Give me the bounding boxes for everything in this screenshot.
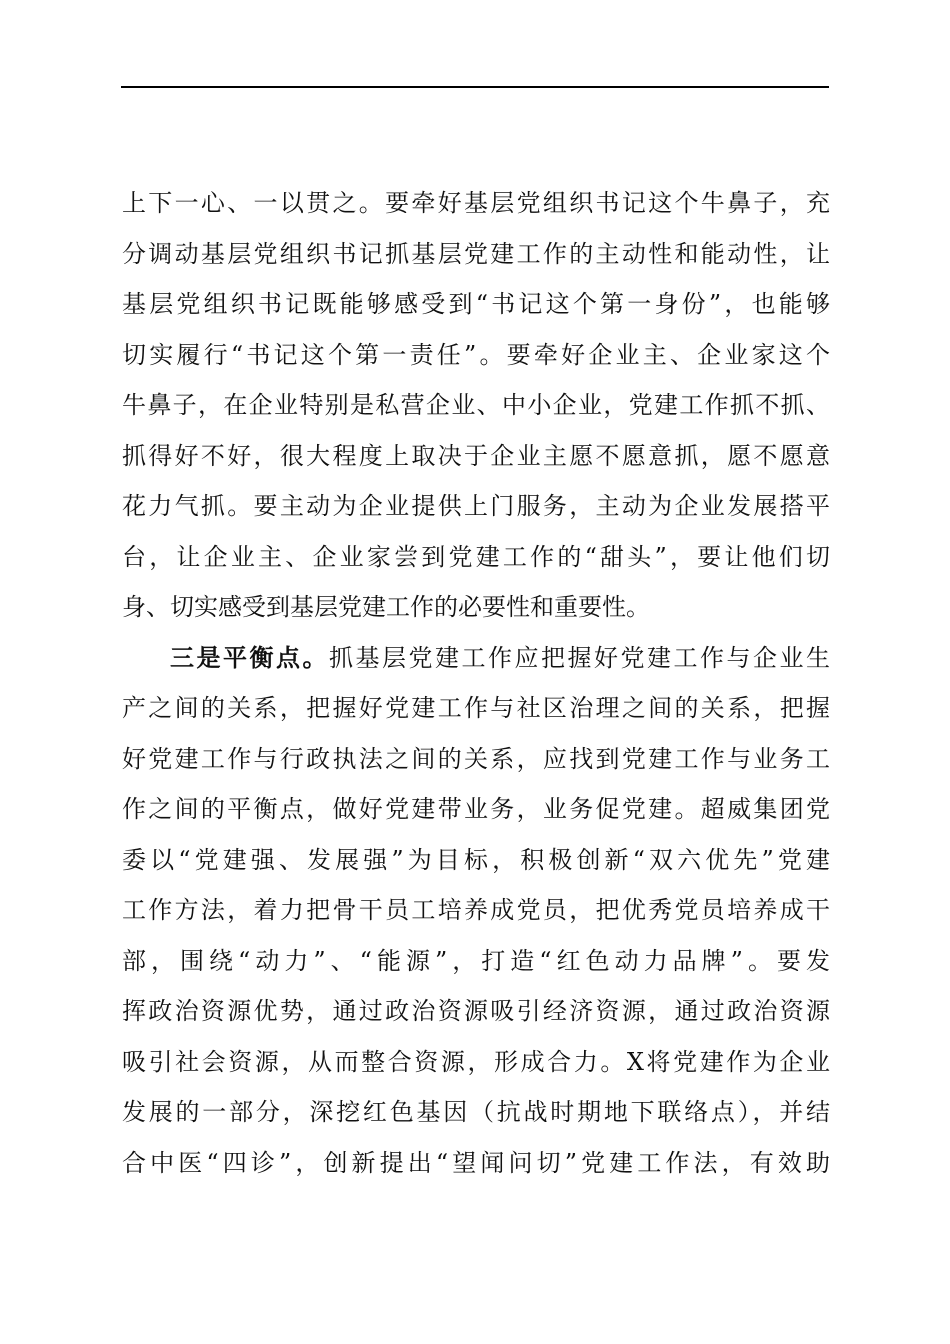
text-line: 好党建工作与行政执法之间的关系，应找到党建工作与业务工 [122,744,830,773]
text-line: 基层党组织书记既能够感受到“书记这个第一身份”，也能够 [122,290,830,318]
header-rule [121,86,829,88]
text-line: 分调动基层党组织书记抓基层党建工作的主动性和能动性，让 [122,239,830,268]
text-line: 委以“党建强、发展强”为目标，积极创新“双六优先”党建 [122,845,830,874]
text-line: 切实履行“书记这个第一责任”。要牵好企业主、企业家这个 [122,340,830,369]
text-line: 合中医“四诊”，创新提出“望闻问切”党建工作法，有效助 [122,1148,830,1177]
text-line: 牛鼻子，在企业特别是私营企业、中小企业，党建工作抓不抓、 [122,391,830,419]
paragraph-2 [122,633,830,1189]
text-line: 身、切实感受到基层党建工作的必要性和重要性。 [122,593,650,621]
text-line-first [122,633,830,684]
text-line: 吸引社会资源，从而整合资源，形成合力。X将党建作为企业 [122,1047,830,1076]
text-line: 抓得好不好，很大程度上取决于企业主愿不愿意抓，愿不愿意 [122,441,830,470]
document-body [122,178,830,1188]
paragraph-heading: 三是平衡点。 [170,642,329,672]
paragraph-1 [122,178,830,633]
text-line: 花力气抓。要主动为企业提供上门服务，主动为企业发展搭平 [122,492,830,520]
text-line: 作之间的平衡点，做好党建带业务，业务促党建。超威集团党 [122,795,830,823]
text-line: 产之间的关系，把握好党建工作与社区治理之间的关系，把握 [122,694,830,722]
text-line-rest: 抓基层党建工作应把握好党建工作与企业生 [329,643,830,672]
text-line: 工作方法，着力把骨干员工培养成党员，把优秀党员培养成干 [122,896,830,924]
text-line: 部，围绕“动力”、“能源”，打造“红色动力品牌”。要发 [122,946,830,975]
text-line: 上下一心、一以贯之。要牵好基层党组织书记这个牛鼻子，充 [122,189,830,217]
text-line: 挥政治资源优势，通过政治资源吸引经济资源，通过政治资源 [122,997,830,1025]
text-line: 发展的一部分，深挖红色基因（抗战时期地下联络点），并结 [122,1098,830,1126]
text-line: 台，让企业主、企业家尝到党建工作的“甜头”，要让他们切 [122,542,830,571]
